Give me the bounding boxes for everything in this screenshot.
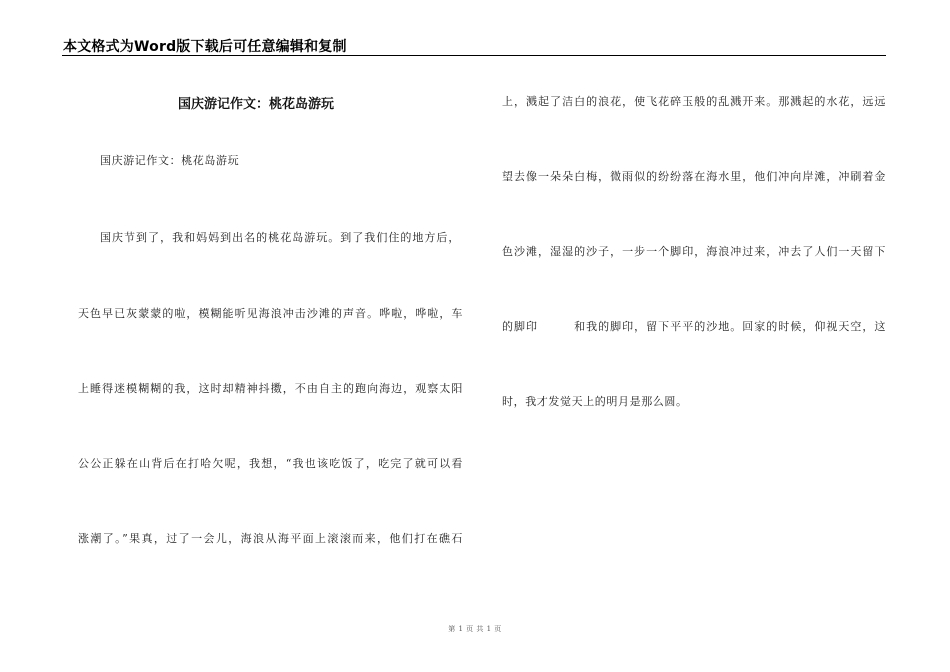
document-title: 国庆游记作文：桃花岛游玩 [178,97,335,112]
document-header-banner: 本文格式为Word版下载后可任意编辑和复制 [63,39,347,55]
paragraph-line: 望去像一朵朵白梅，微雨似的纷纷落在海水里，他们冲向岸滩，冲刷着金 [502,170,887,183]
paragraph-line: 涨潮了。”果真，过了一会儿，海浪从海平面上滚滚而来，他们打在礁石 [78,532,464,545]
paragraph-line: 色沙滩，湿湿的沙子，一步一个脚印，海浪冲过来，冲去了人们一天留下 [502,245,887,258]
subtitle-line: 国庆游记作文：桃花岛游玩 [100,154,240,167]
paragraph-line: 上睡得迷模糊糊的我，这时却精神抖擞，不由自主的跑向海边，观察太阳 [78,382,464,395]
paragraph-line: 的脚印 和我的脚印，留下平平的沙地。回家的时候，仰视天空，这 [502,320,887,333]
paragraph-line: 天色早已灰蒙蒙的啦，模糊能听见海浪冲击沙滩的声音。哗啦，哗啦，车 [78,307,464,320]
paragraph-line: 时，我才发觉天上的明月是那么圆。 [502,395,688,408]
header-divider [62,55,886,56]
paragraph-line: 国庆节到了，我和妈妈到出名的桃花岛游玩。到了我们住的地方后， [100,231,461,244]
paragraph-line: 公公正躲在山背后在打哈欠呢，我想，“我也该吃饭了，吃完了就可以看 [78,457,464,470]
paragraph-line: 上，溅起了洁白的浪花，使飞花碎玉般的乱溅开来。那溅起的水花，远远 [502,95,887,108]
page-number-footer: 第 1 页 共 1 页 [448,625,502,633]
